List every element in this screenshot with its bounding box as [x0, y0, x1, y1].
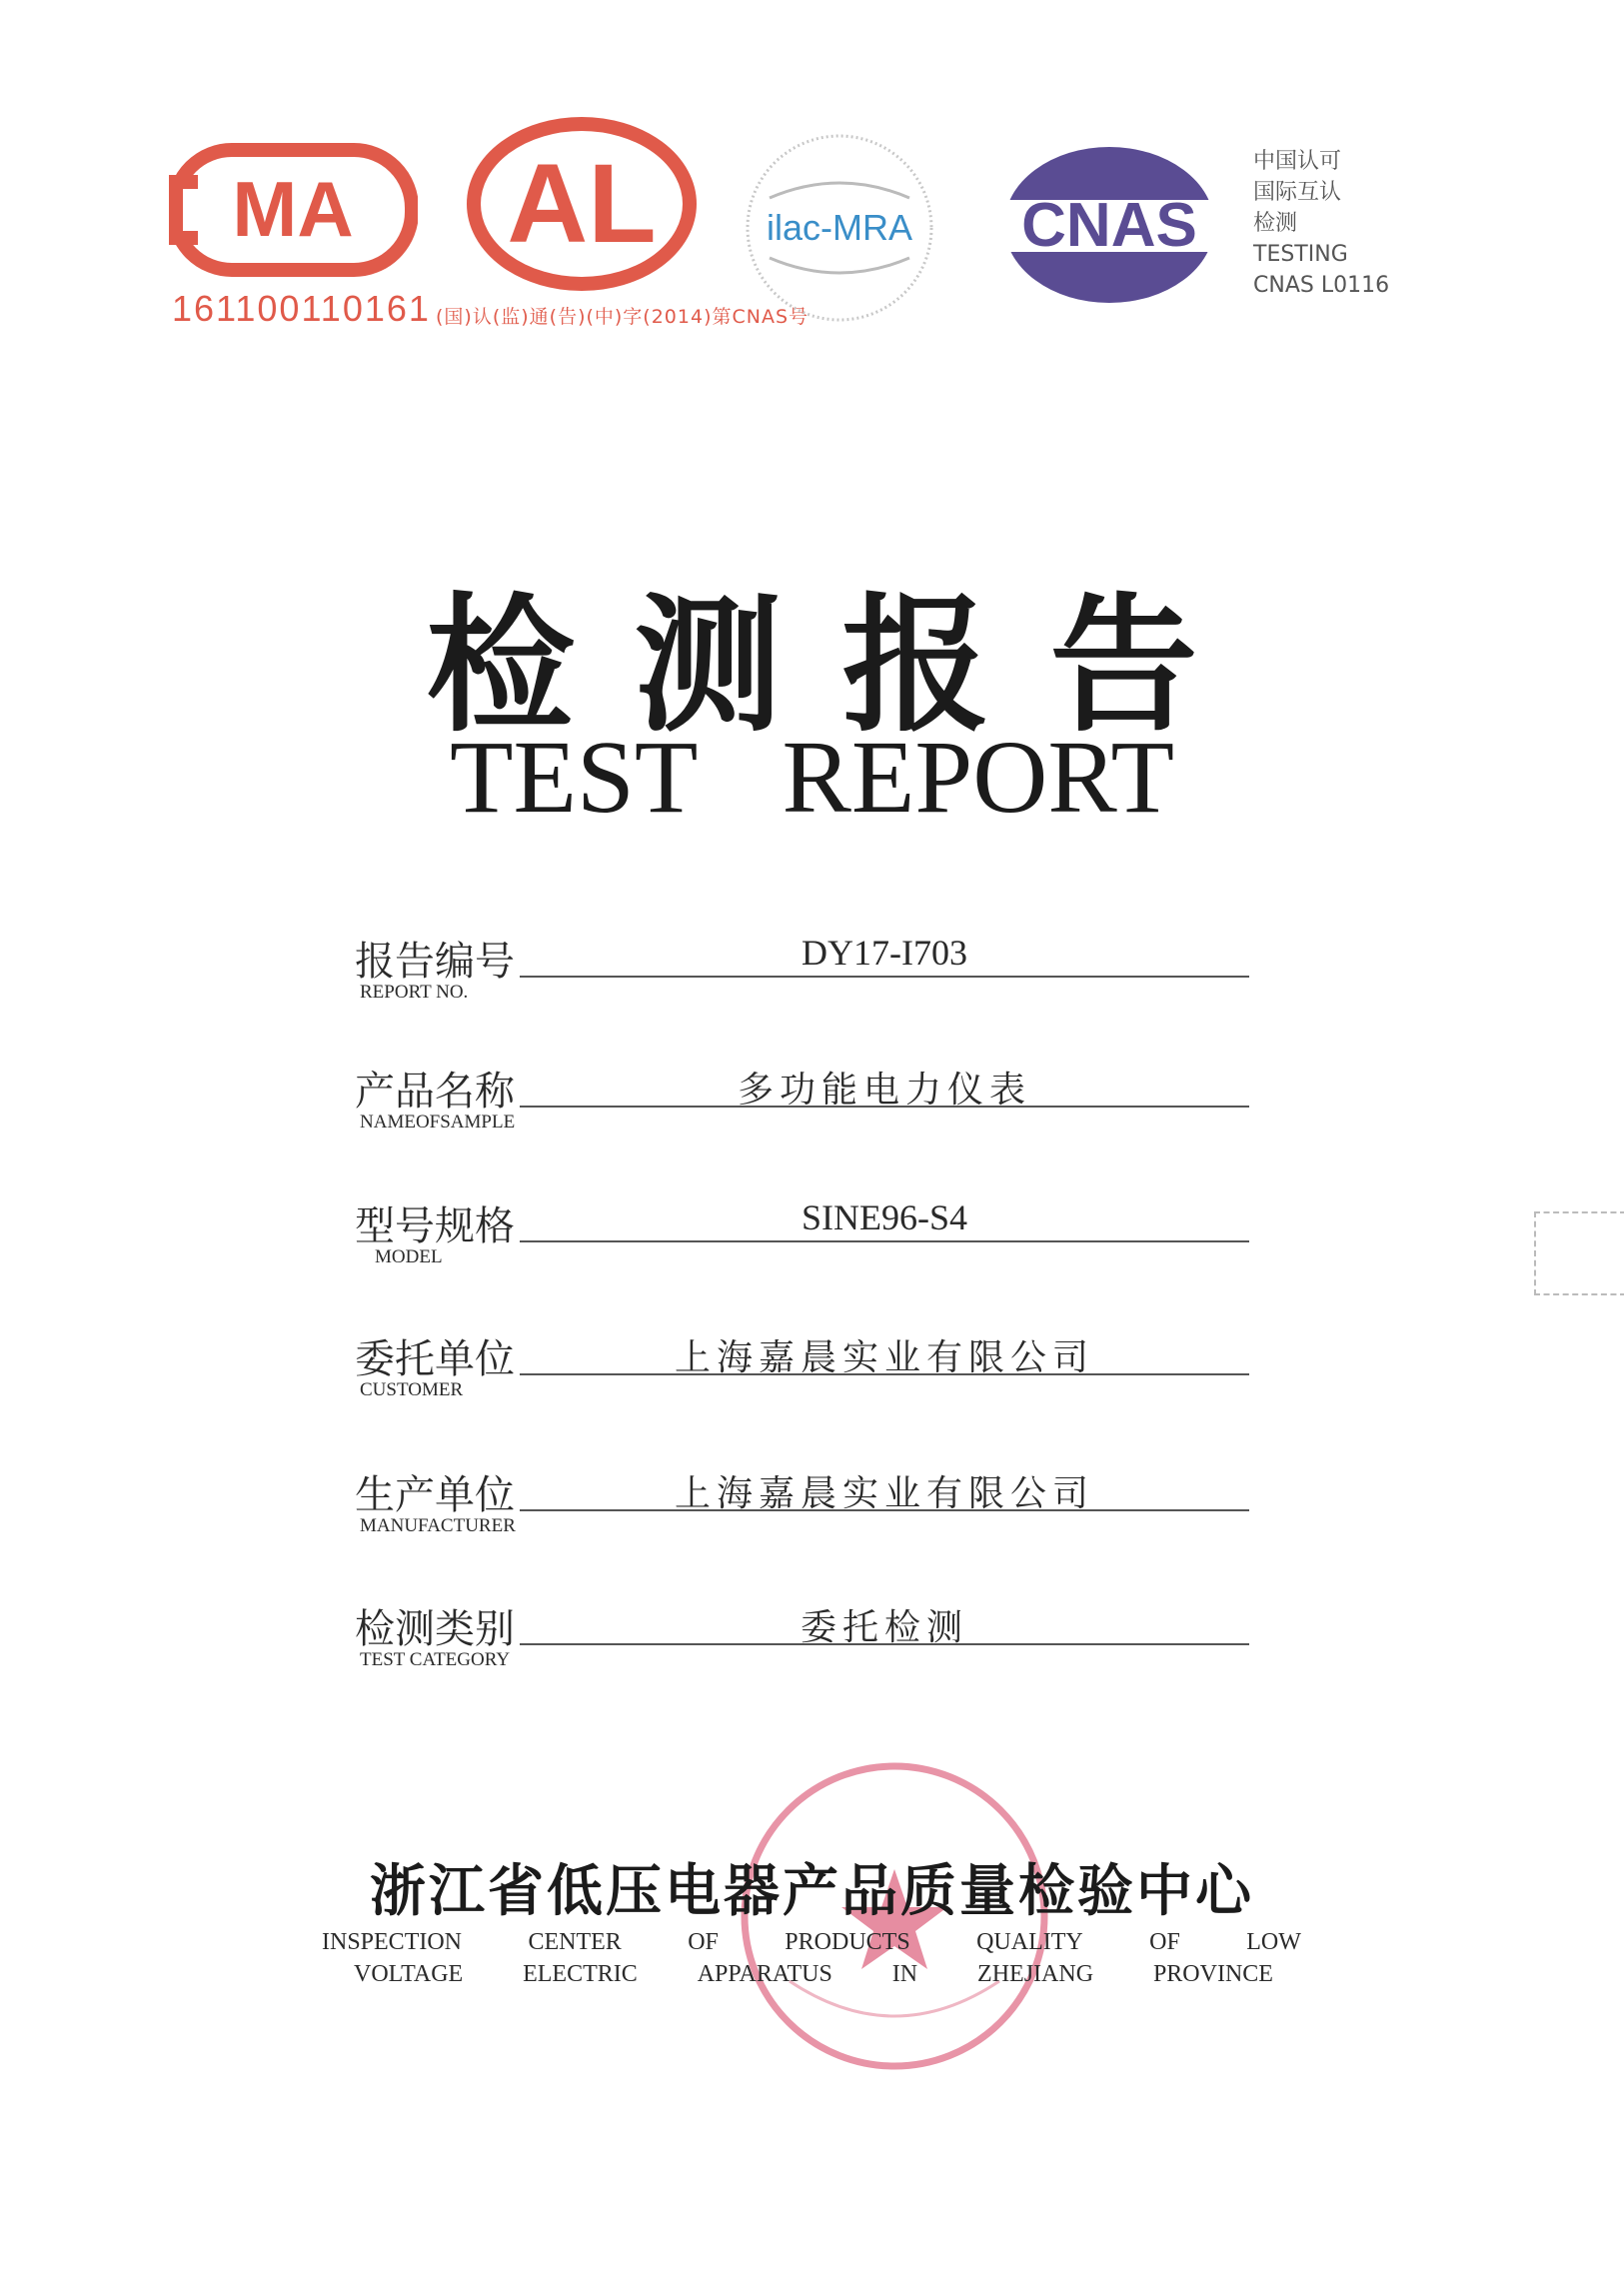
- issuer-word: IN: [891, 1961, 918, 1987]
- issuer-word: QUALITY: [976, 1929, 1083, 1955]
- field-label-cn: 产品名称: [355, 1069, 515, 1115]
- issuer-word: OF: [688, 1929, 719, 1955]
- logo-bar: [0, 0, 1624, 360]
- cnas-caption: [1253, 146, 1389, 301]
- field-label-cn: 委托单位: [355, 1336, 515, 1382]
- issuer-name-en-line2: [354, 1961, 1273, 1988]
- field-label-cn: 检测类别: [355, 1606, 515, 1652]
- cma-logo: [168, 140, 418, 280]
- cnas-caption-line: TESTING: [1253, 242, 1348, 267]
- svg-text:ilac-MRA: ilac-MRA: [766, 207, 913, 248]
- cnas-caption-line: 检测: [1253, 211, 1298, 236]
- field-value: 上海嘉晨实业有限公司: [674, 1337, 1094, 1378]
- field-value: 委托检测: [800, 1607, 968, 1648]
- field-label-en: MANUFACTURER: [360, 1515, 516, 1536]
- ilac-mra-logo: [740, 128, 939, 328]
- field-label-cn: 生产单位: [355, 1472, 515, 1518]
- issuer-word: INSPECTION: [322, 1929, 463, 1955]
- cal-subtitle: (国)认(监)通(告)(中)字(2014)第CNAS号: [436, 306, 810, 328]
- cnas-caption-line: 中国认可: [1253, 149, 1342, 174]
- issuer-name-en-line1: [322, 1929, 1301, 1956]
- field-customer: [355, 1327, 1254, 1417]
- field-underline: [520, 976, 1249, 978]
- cnas-caption-line: CNAS L0116: [1253, 273, 1390, 298]
- field-label-cn: 报告编号: [355, 939, 515, 985]
- field-label-en: CUSTOMER: [360, 1379, 464, 1400]
- field-report-no: [355, 930, 1254, 1020]
- issuer-word: PRODUCTS: [785, 1929, 910, 1955]
- field-model: [355, 1194, 1254, 1284]
- issuer-word: LOW: [1246, 1929, 1301, 1955]
- field-sample-name: [355, 1060, 1254, 1149]
- cal-logo: [462, 114, 702, 294]
- cnas-logo: [994, 140, 1224, 310]
- issuer-word: CENTER: [528, 1929, 622, 1955]
- field-value: SINE96-S4: [801, 1197, 967, 1237]
- issuer-word: APPARATUS: [697, 1961, 832, 1987]
- margin-stamp-fragment: [1534, 1211, 1624, 1295]
- field-label-en: TEST CATEGORY: [360, 1649, 511, 1670]
- field-value: DY17-I703: [802, 933, 967, 973]
- field-label-cn: 型号规格: [355, 1203, 515, 1249]
- report-title-en: TEST REPORT: [449, 720, 1175, 835]
- issuer-word: ELECTRIC: [523, 1961, 638, 1987]
- cma-number: 161100110161: [172, 288, 431, 329]
- issuer-word: OF: [1149, 1929, 1180, 1955]
- issuer-word: PROVINCE: [1152, 1961, 1273, 1987]
- cnas-caption-line: 国际互认: [1253, 180, 1342, 205]
- field-value: 多功能电力仪表: [737, 1070, 1031, 1111]
- svg-text:AL: AL: [507, 141, 657, 266]
- field-value: 上海嘉晨实业有限公司: [674, 1473, 1094, 1514]
- field-test-category: [355, 1597, 1254, 1687]
- report-title-cn: 检测报告: [426, 580, 1258, 752]
- field-manufacturer: [355, 1463, 1254, 1553]
- field-label-en: REPORT NO.: [360, 982, 469, 1003]
- svg-text:MA: MA: [232, 165, 354, 253]
- issuer-name-cn: 浙江省低压电器产品质量检验中心: [370, 1859, 1254, 1924]
- issuer-word: ZHEJIANG: [977, 1961, 1094, 1987]
- issuer-word: VOLTAGE: [354, 1961, 464, 1987]
- field-underline: [520, 1240, 1249, 1242]
- field-label-en: MODEL: [375, 1246, 443, 1267]
- svg-text:CNAS: CNAS: [1021, 191, 1197, 260]
- field-label-en: NAMEOFSAMPLE: [360, 1112, 516, 1133]
